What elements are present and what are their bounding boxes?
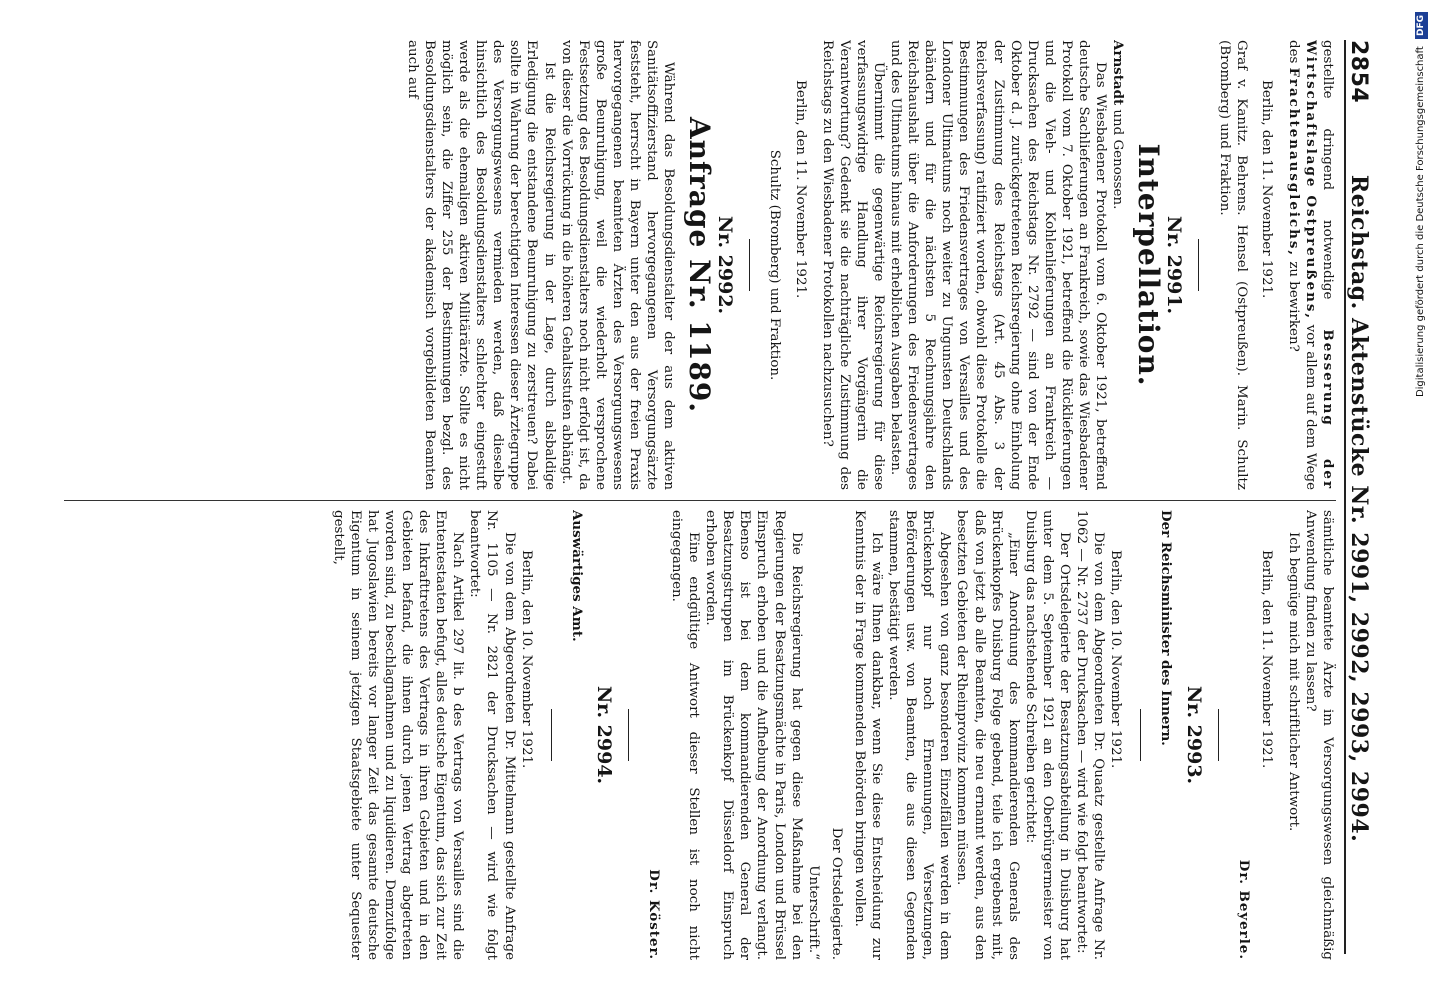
doc-number-2993: Nr. 2993. [1182, 685, 1205, 785]
ministry-heading: Auswärtiges Amt. [568, 510, 585, 642]
heading-interpellation: Interpellation. [1132, 143, 1166, 387]
left-column [60, 40, 1336, 490]
column-divider [64, 500, 1336, 501]
doc-number-2992: Nr. 2992. [714, 215, 737, 315]
doc-number-2991: Nr. 2991. [1163, 215, 1186, 315]
quote-signature: Der Ortsdelegierte. [828, 827, 844, 960]
separator-rule [1218, 709, 1219, 761]
ministry-heading: Der Reichsminister des Innern. [1158, 510, 1175, 746]
paragraph: Die Reichsregierung hat gegen diese Maßnahme bei den Regierungen der Besatzungsmächte in Paris, London und Brüssel Einspruch erhoben und die Aufhebung der Anordnung verlangt. Ebenso ist bei dem kommandierenden General der Besatzungstruppen im Brückenkopf Düsseldorf Einspruch erhoben worden. [703, 510, 804, 960]
signatories: Graf v. Kanitz. Behrens. Hensel (Ostpreußen). Marin. Schultz (Bromberg) und Fraktion. [1216, 40, 1249, 490]
page-header [1344, 40, 1382, 954]
separator-rule [628, 709, 629, 761]
digitization-credit [1412, 12, 1430, 992]
separator-rule [749, 239, 750, 291]
signature: Dr. Köster. [645, 869, 662, 960]
separator-rule [551, 709, 552, 761]
paragraph: Der Ortsdelegierte der Besatzungsabteilung in Duisburg hat unter dem 5. September 1921 an den Oberbürgermeister von Duisburg das nachstehende Schreiben gerichtet: [1022, 510, 1073, 960]
paragraph: Während das Besoldungsdienstalter der aus dem aktiven Sanitätsoffizierstand hervorgegangenen Versorgungsärzte feststeht, herrscht in Bayern unter den aus der freien Praxis hervorgegangenen beamteten Ärzten des Versorgungswesens große Beunruhigung, weil die wiederholt versprochene Festsetzung des Besoldungsdienstalters noch nicht erfolgt ist, da von dieser die Vorrückung in die höheren Gehaltsstufen abhängt. [558, 40, 677, 490]
intro-paragraph: Die von dem Abgeordneten Dr. Mittelmann gestellte Anfrage Nr. 1105 — Nr. 2821 der Drucksachen — wird wie folgt beantwortet: [467, 510, 517, 960]
quote-signature: Unterschrift.“ [805, 865, 821, 960]
heading-anfrage: Anfrage Nr. 1189. [683, 116, 717, 414]
date-line: Berlin, den 11. November 1921. [1258, 550, 1274, 769]
doc-number-2994: Nr. 2994. [592, 685, 615, 785]
page-number: 2854 [1346, 40, 1371, 104]
date-line: Berlin, den 11. November 1921. [1258, 80, 1274, 299]
continuation-text: sämtliche beamtete Ärzte im Versorgungswesen gleichmäßig Anwendung finden zu lassen? [1302, 510, 1335, 960]
continuation-text: gestellte dringend notwendige Besserung der Wirtschaftslage Ostpreußens, vor allem auf dem Wege des Frachtenausgleichs, zu bewirken? [1285, 40, 1336, 490]
dfg-logo: DFG [1415, 12, 1428, 39]
paragraph: Das Wiesbadener Protokoll vom 6. Oktober 1921, betreffend deutsche Sachlieferungen an Frankreich, sowie das Wiesbadener Protokoll vom 7. Oktober 1921, betreffend die Rücklieferungen und die Vieh- und Kohlenlieferungen an Frankreich — Drucksachen des Reichstags Nr. 2792 — sind von der Ende Oktober d. J. zurückgetretenen Reichsregierung ohne Einholung der Zustimmung des Reichstags (Art. 45 Abs. 3 der Reichsverfassung) ratifiziert worden, obwohl diese Protokolle die Bestimmungen des Friedensvertrages von Versailles und des Londoner Ultimatums noch weiter zu Ungunsten Deutschlands abändern und für die nächsten 5 Rechnungsjahre den Reichshaushalt über die Anforderungen des Friedensvertrages und des Ultimatums hinaus mit erheblichen Ausgaben belasten. [888, 40, 1109, 490]
paragraph: Eine endgültige Antwort dieser Stellen ist noch nicht eingegangen. [669, 510, 702, 960]
paragraph: Ist die Reichsregierung in der Lage, durch alsbaldige Erledigung die entstandene Beunruhigung zu zerstreuen? Dabei sollte in Wahrung der berechtigten Interessen dieser Ärztegruppe des Versorgungswesens vermieden werden, daß dieselbe hinsichtlich des Besoldungsdienstalters schlechter eingestuft werde als die ehemaligen aktiven Militärärzte. Sollte es nicht möglich sein, die Ziffer 255 der Bestimmungen bezgl. des Besoldungsdienstalters der akademisch vorgebildeten Beamten auch auf [404, 40, 557, 490]
credit-text: Digitalisierung gefördert durch die Deutsche Forschungsgemeinschaft [1415, 46, 1426, 398]
right-column [60, 510, 1336, 960]
quoted-paragraph: „Einer Anordnung des kommandierenden Generals des Brückenkopfes Duisburg Folge gebend, teile ich ergebenst mit, daß von jetzt ab alle Beamten, die neu ernannt werden, aus den besetzten Gebieten der Rheinprovinz kommen müssen. [954, 510, 1021, 960]
date-line: Berlin, den 10. November 1921. [1108, 550, 1124, 769]
running-title: Reichstag. Aktenstücke Nr. 2991, 2992, 2993, 2994. [1346, 174, 1372, 843]
separator-rule [1198, 239, 1199, 291]
paragraph: Ich begnüge mich mit schriftlicher Antwort. [1285, 532, 1301, 832]
paragraph: Übernimmt die gegenwärtige Reichsregierung für diese verfassungswidrige Handlung ihrer Vorgängerin die Verantwortung? Gedenkt sie die nachträgliche Zustimmung des Reichstags zu den Wiesbadener Protokollen nachzusuchen? [819, 40, 886, 490]
author-line: Arnstadt und Genossen. [1110, 40, 1127, 210]
date-line: Berlin, den 10. November 1921. [518, 550, 534, 769]
quoted-paragraph: Abgesehen von ganz besonderen Einzelfällen werden in dem Brückenkopf nur noch Ernennungen, Versetzungen, Beförderungen usw. von Beamten, die aus diesen Gegenden stammen, bestätigt werden. [886, 510, 953, 960]
quoted-paragraph: Ich wäre Ihnen dankbar, wenn Sie diese Entscheidung zur Kenntnis der in Frage kommenden Behörden bringen wollen. [851, 510, 885, 960]
date-line: Berlin, den 11. November 1921. [792, 80, 808, 299]
signatories: Schultz (Bromberg) und Fraktion. [767, 149, 783, 381]
separator-rule [1140, 709, 1141, 761]
signature: Dr. Beyerle. [1235, 859, 1252, 960]
paragraph: Nach Artikel 297 lit. b des Vertrags von Versailles sind die Ententestaaten befugt, alles deutsche Eigentum, das sich zur Zeit des Inkrafttretens des Vertrags in ihren Gebieten und in den Gebieten befand, die ihnen durch jenen Vertrag abgetreten worden sind, zu beschlagnahmen und zu liquidieren. Demzufolge hat Jugoslawien bereits vor langer Zeit das gesamte deutsche Eigentum in seinem jetzigen Staatsgebiete unter Sequester gestellt, [330, 510, 466, 960]
intro-paragraph: Die von dem Abgeordneten Dr. Quaatz gestellte Anfrage Nr. 1062 — Nr. 2737 der Drucksachen — wird wie folgt beantwortet: [1074, 510, 1107, 960]
